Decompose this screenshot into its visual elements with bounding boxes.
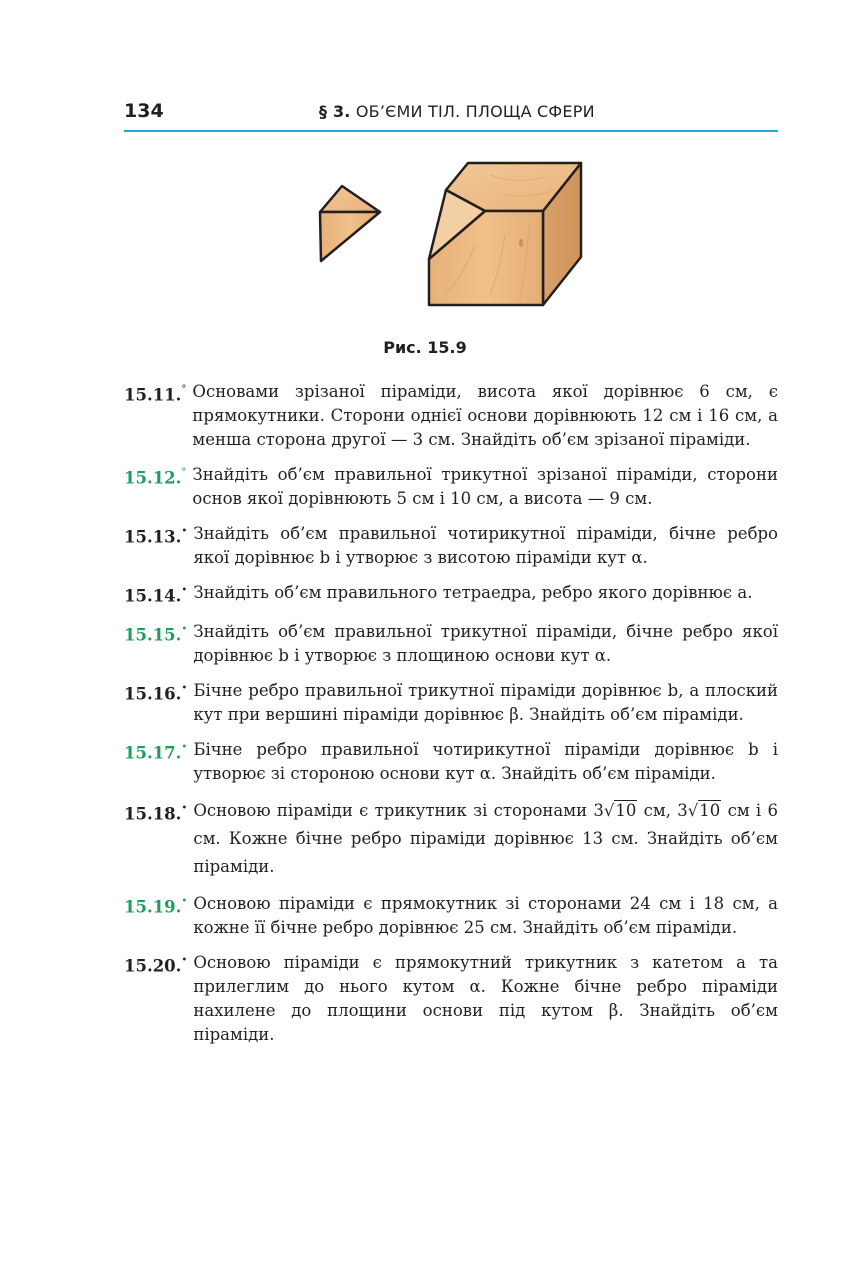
problem-number: 15.14.• bbox=[124, 585, 188, 606]
cube-with-cut-corner bbox=[429, 163, 581, 305]
square-root: √10 bbox=[687, 800, 721, 820]
problem-text: Бічне ребро правильної трикутної піраміди дорівнює b, а плоский кут при вершині піраміди дорівнює β. Знайдіть об’єм піраміди. bbox=[193, 680, 778, 724]
figure-caption: Рис. 15.9 bbox=[383, 338, 467, 357]
problem-15-14 bbox=[124, 581, 778, 609]
problem-number: 15.18.• bbox=[124, 802, 188, 823]
problem-15-11 bbox=[124, 380, 778, 452]
problem-text: Знайдіть об’єм правильного тетраедра, ребро якого дорівнює a. bbox=[193, 583, 753, 602]
problem-15-17 bbox=[124, 738, 778, 786]
problem-text: Бічне ребро правильної чотирикутної піраміди дорівнює b і утворює зі стороною основи кут α. Знайдіть об’єм піраміди. bbox=[193, 739, 778, 783]
wood-cube-figure bbox=[315, 155, 590, 325]
problem-number: 15.17.• bbox=[124, 741, 188, 762]
page-header bbox=[124, 100, 778, 132]
problem-text: Знайдіть об’єм правильної трикутної зрізаної піраміди, сторони основ якої дорівнюють 5 см і 10 см, а висота — 9 см. bbox=[192, 465, 778, 508]
problem-number: 15.11.° bbox=[124, 384, 187, 405]
page-number: 134 bbox=[124, 100, 164, 122]
problem-15-15 bbox=[124, 620, 778, 668]
problem-15-20 bbox=[124, 951, 778, 1047]
problem-15-16 bbox=[124, 679, 778, 727]
problem-text: Основою піраміди є прямокутник зі сторонами 24 см і 18 см, а кожне її бічне ребро дорівнює 25 см. Знайдіть об’єм піраміди. bbox=[193, 893, 778, 937]
cut-tetrahedron-piece bbox=[320, 186, 380, 261]
problem-text: Основами зрізаної піраміди, висота якої дорівнює 6 см, є прямокутники. Сторони однієї основи дорівнюють 12 см і 16 см, а менша сторона другої — 3 см. Знайдіть об’єм зрізаної піраміди. bbox=[192, 382, 778, 449]
problem-15-13 bbox=[124, 522, 778, 570]
problem-15-19 bbox=[124, 892, 778, 940]
section-mark: § 3. bbox=[319, 102, 351, 121]
problem-15-12 bbox=[124, 463, 778, 511]
problem-number: 15.20.• bbox=[124, 954, 188, 975]
square-root: √10 bbox=[603, 800, 637, 820]
problem-list bbox=[124, 380, 778, 1058]
problem-number: 15.15.• bbox=[124, 623, 188, 644]
problem-text: Основою піраміди є трикутник зі сторонами 3√10 см, 3√10 см і 6 см. Кожне бічне ребро піраміди дорівнює 13 см. Знайдіть об’єм піраміди. bbox=[193, 797, 778, 881]
problem-15-18 bbox=[124, 797, 778, 881]
problem-number: 15.19.• bbox=[124, 895, 188, 916]
problem-number: 15.16.• bbox=[124, 682, 188, 703]
problem-text: Знайдіть об’єм правильної чотирикутної піраміди, бічне ребро якої дорівнює b і утворює з висотою піраміди кут α. bbox=[193, 524, 778, 567]
problem-text: Основою піраміди є прямокутний трикутник з катетом a та прилеглим до нього кутом α. Кожне бічне ребро піраміди нахилене до площини основи під кутом β. Знайдіть об’єм піраміди. bbox=[193, 952, 778, 1044]
problem-number: 15.13.• bbox=[124, 526, 188, 547]
running-title bbox=[319, 102, 595, 121]
problem-number: 15.12.° bbox=[124, 467, 187, 488]
section-title: ОБ’ЄМИ ТІЛ. ПЛОЩА СФЕРИ bbox=[355, 102, 595, 121]
problem-text: Знайдіть об’єм правильної трикутної піраміди, бічне ребро якої дорівнює b і утворює з площиною основи кут α. bbox=[193, 621, 778, 665]
